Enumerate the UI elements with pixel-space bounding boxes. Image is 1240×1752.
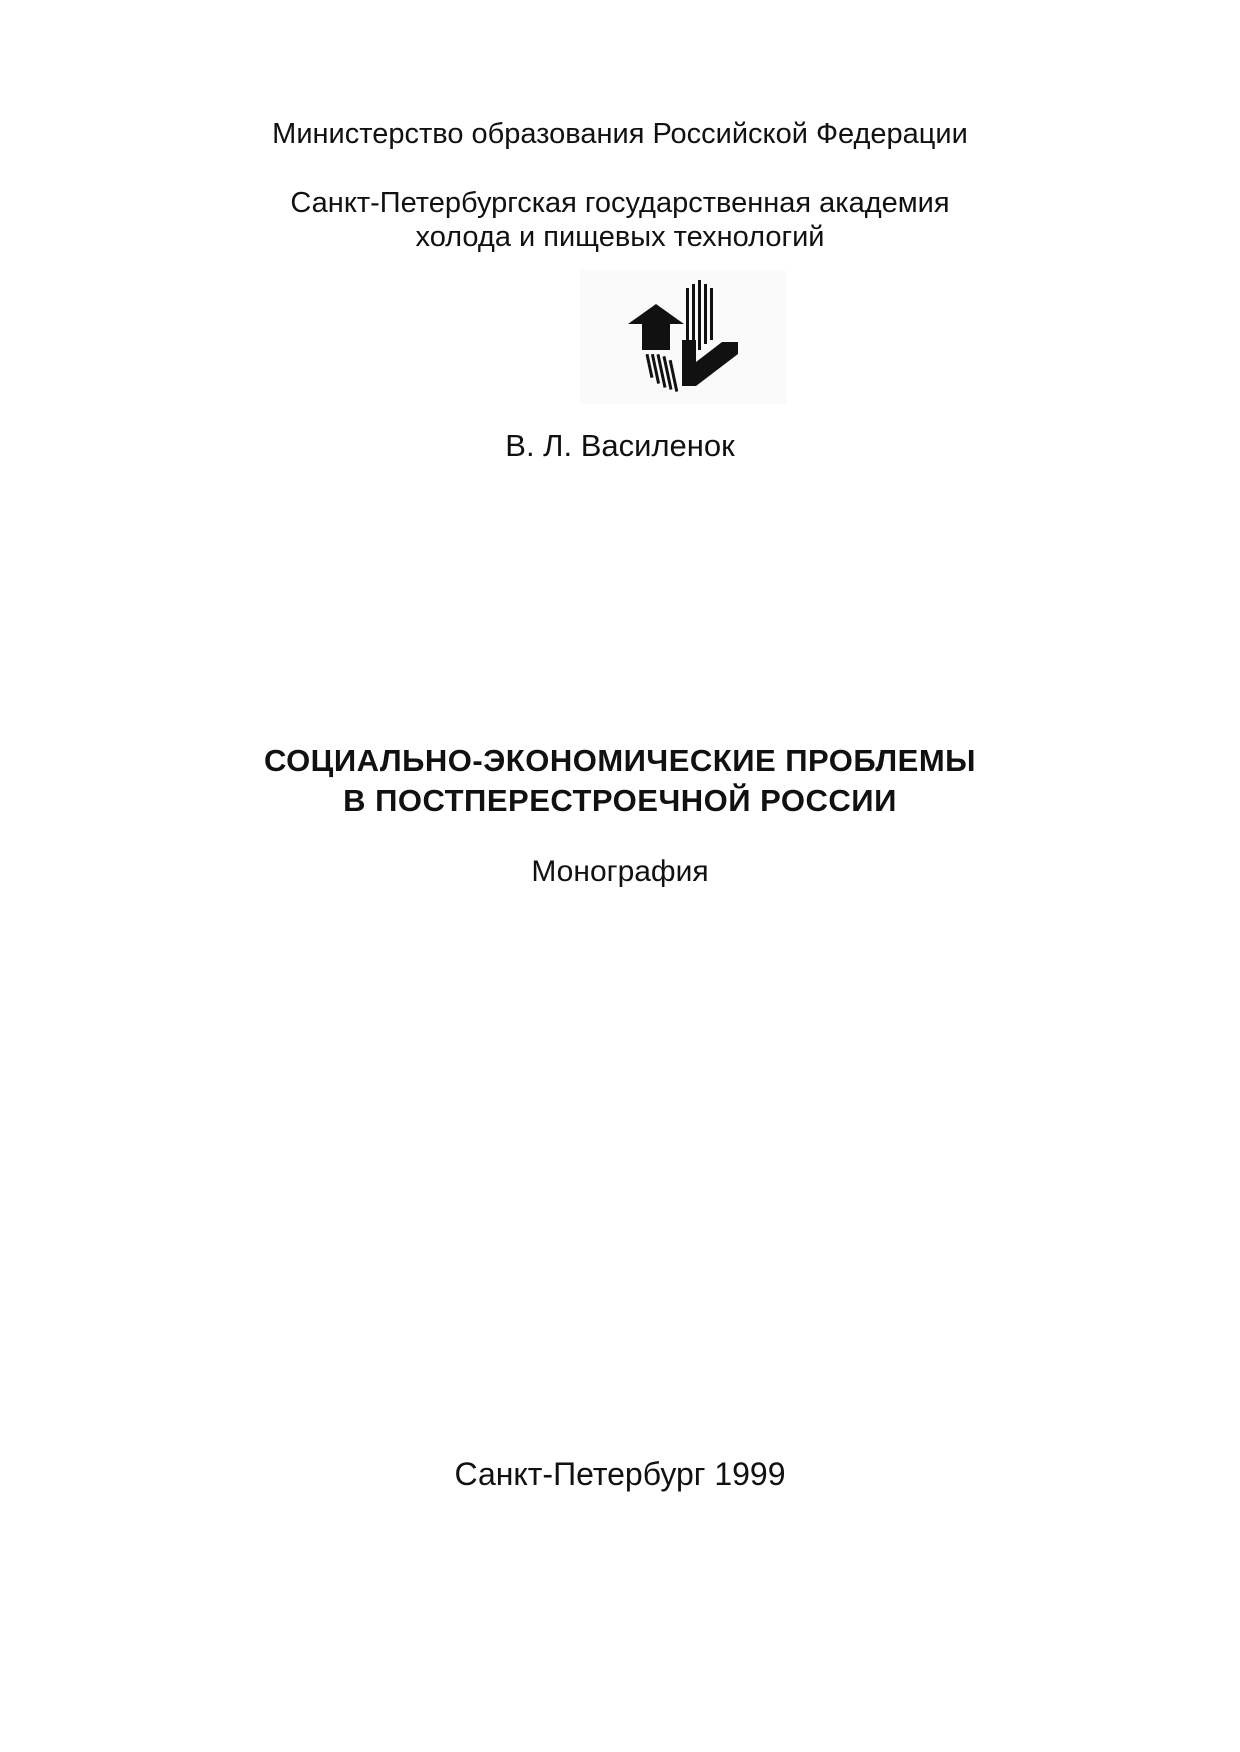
publication-genre: Монография	[531, 855, 709, 888]
academy-name-line-2: холода и пищевых технологий	[415, 221, 825, 253]
academy-emblem-icon	[626, 278, 740, 396]
ministry-name: Министерство образования Российской Федерации	[272, 118, 968, 150]
academy-logo	[580, 270, 786, 404]
academy-name-line-1: Санкт-Петербургская государственная академия	[290, 187, 950, 219]
book-title-line-2: В ПОСТПЕРЕСТРОЕЧНОЙ РОССИИ	[343, 783, 897, 818]
book-title-line-1: СОЦИАЛЬНО-ЭКОНОМИЧЕСКИЕ ПРОБЛЕМЫ	[263, 743, 977, 778]
author-name: В. Л. Василенок	[505, 428, 735, 463]
imprint-city-year: Санкт-Петербург 1999	[454, 1456, 786, 1492]
